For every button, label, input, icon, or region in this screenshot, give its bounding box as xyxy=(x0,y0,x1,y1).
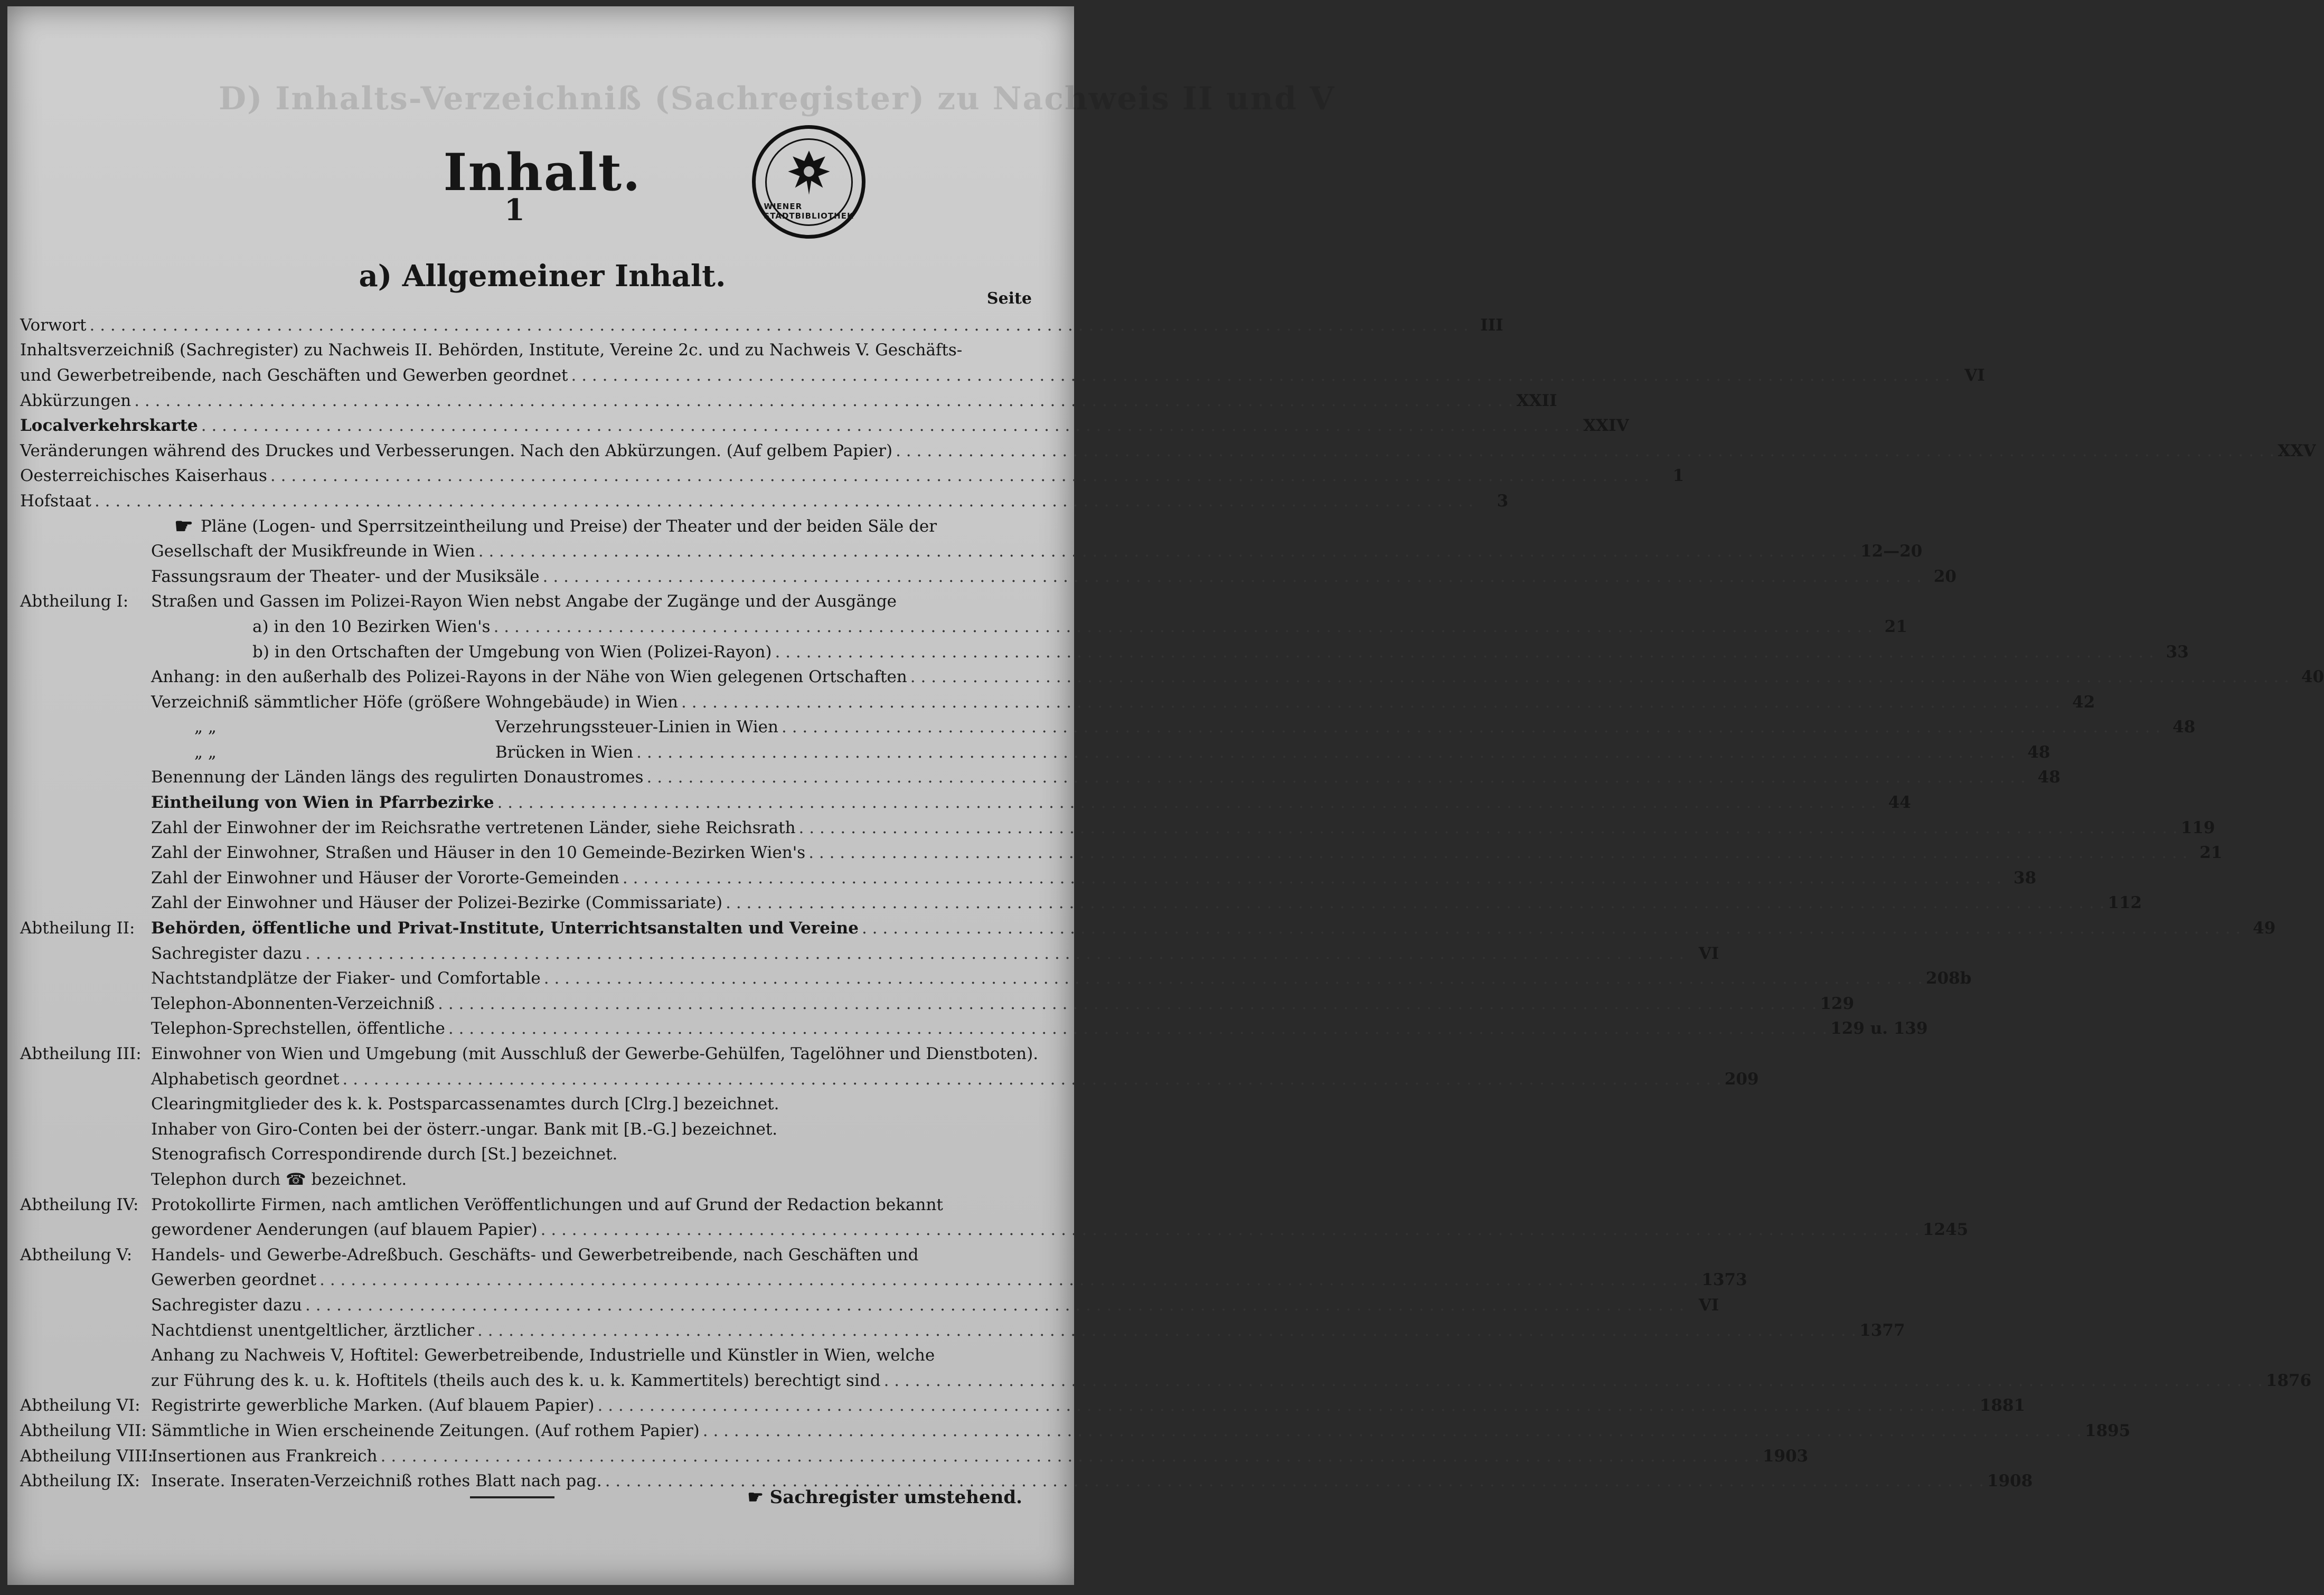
toc-row-page: 1373 xyxy=(1701,1270,1747,1290)
toc-row-text: Inserate. Inseraten-Verzeichniß rothes Blatt nach pag. xyxy=(151,1471,602,1491)
toc-row-page: 48 xyxy=(2172,718,2196,737)
toc-row xyxy=(20,1343,1034,1368)
toc-row xyxy=(20,991,1855,1016)
toc-row-text: Zahl der Einwohner, Straßen und Häuser in den 10 Gemeinde-Bezirken Wien's xyxy=(151,843,806,863)
toc-row-page: 3 xyxy=(1497,491,1509,511)
toc-row-page: 33 xyxy=(2166,642,2189,662)
toc-row xyxy=(20,1368,2312,1393)
dot-leader xyxy=(90,316,1469,335)
toc-row xyxy=(20,1016,1928,1042)
page-title: Inhalt. xyxy=(443,143,642,202)
dot-leader xyxy=(623,869,2001,888)
toc-row-page: 129 xyxy=(1820,994,1855,1013)
toc-row-page: 21 xyxy=(1884,617,1907,636)
toc-row xyxy=(20,715,2196,740)
toc-row-label: Abtheilung V: xyxy=(20,1245,133,1264)
toc-row-text: Telephon-Sprechstellen, öffentliche xyxy=(151,1019,445,1039)
toc-row xyxy=(20,413,1629,438)
toc-row-text: Insertionen aus Frankreich xyxy=(151,1446,378,1466)
toc-row xyxy=(20,941,1719,966)
toc-row-text: Nachtstandplätze der Fiaker- und Comfortable xyxy=(151,969,541,988)
toc-row-text: Telephon-Abonnenten-Verzeichniß xyxy=(151,994,435,1013)
toc-row xyxy=(20,865,2037,891)
dot-leader xyxy=(910,667,2289,686)
toc-row-text: Zahl der Einwohner und Häuser der Vororte-Gemeinden xyxy=(151,868,619,888)
toc-row-label: Abtheilung IV: xyxy=(20,1195,139,1214)
toc-row-text: Sachregister dazu xyxy=(151,1295,302,1315)
toc-row-page: 44 xyxy=(1888,793,1911,813)
pencil-mark: 1 xyxy=(504,193,525,228)
footer-note: ☛ Sachregister umstehend. xyxy=(747,1487,1022,1508)
toc-row-text: b) in den Ortschaften der Umgebung von Wien (Polizei-Rayon) xyxy=(252,642,772,662)
toc-row-label: Abtheilung IX: xyxy=(20,1471,140,1491)
toc-row-label: „ „ xyxy=(194,718,217,737)
toc-row xyxy=(20,388,1557,413)
dot-leader xyxy=(598,1396,1977,1415)
dot-leader xyxy=(134,391,1513,410)
toc-row-page: 38 xyxy=(2013,868,2037,888)
toc-row-text: Veränderungen während des Druckes und Verbesserungen. Nach den Abkürzungen. (Auf gelbem Papier) xyxy=(20,441,893,460)
dot-leader xyxy=(775,643,2154,662)
toc-row-page: 119 xyxy=(2180,818,2215,837)
toc-row-page: 1903 xyxy=(1762,1446,1809,1466)
toc-row-text: a) in den 10 Bezirken Wien's xyxy=(252,617,491,636)
toc-row xyxy=(20,765,2060,790)
toc-row-page: 48 xyxy=(2027,742,2050,762)
toc-row-page: 1895 xyxy=(2085,1421,2131,1440)
toc-row xyxy=(20,1067,1759,1092)
toc-row-page: VI xyxy=(1698,1295,1719,1315)
dot-leader xyxy=(782,718,2160,737)
dot-leader xyxy=(494,617,1873,636)
dot-leader xyxy=(270,466,1649,485)
toc-row-text: Benennung der Länden längs des regulirten Donaustromes xyxy=(151,768,644,787)
table-of-contents xyxy=(20,313,2324,1494)
toc-row xyxy=(20,1041,1039,1067)
dot-leader xyxy=(438,994,1817,1013)
toc-row-text: Gewerben geordnet xyxy=(151,1270,317,1290)
toc-row-text: zur Führung des k. u. k. Hoftitels (theils auch des k. u. k. Kammertitels) berechtigt sind xyxy=(151,1371,881,1390)
toc-row xyxy=(20,1292,1719,1318)
dot-leader xyxy=(95,492,1473,511)
toc-row-text: Brücken in Wien xyxy=(495,742,634,762)
toc-row xyxy=(20,790,1911,815)
toc-row-page: VI xyxy=(1964,365,1985,385)
toc-row-page: 48 xyxy=(2037,768,2060,787)
toc-row-page: 1881 xyxy=(1979,1396,2026,1415)
toc-row xyxy=(20,1443,1809,1469)
toc-row xyxy=(20,639,2189,665)
toc-row-label: Abtheilung VI: xyxy=(20,1396,140,1415)
dot-leader xyxy=(305,944,1684,963)
dot-leader xyxy=(862,919,2241,938)
dot-leader xyxy=(543,567,1922,586)
toc-row-label: Abtheilung I: xyxy=(20,592,129,611)
toc-row xyxy=(20,1192,1034,1218)
toc-row-page: XXV xyxy=(2278,441,2316,460)
toc-row-page: 1876 xyxy=(2265,1371,2312,1390)
toc-row xyxy=(20,916,2276,941)
toc-row xyxy=(20,1268,1747,1293)
dot-leader xyxy=(808,843,2187,862)
toc-row-text: Oesterreichisches Kaiserhaus xyxy=(20,466,267,486)
page-column-header: Seite xyxy=(986,289,1032,308)
toc-row-text: Zahl der Einwohner der im Reichsrathe vertretenen Länder, siehe Reichsrath xyxy=(151,818,796,837)
toc-row-page: 40 xyxy=(2301,667,2324,687)
toc-row-label: Abtheilung II: xyxy=(20,919,135,938)
toc-row-page: 21 xyxy=(2199,843,2223,863)
toc-row-text: Eintheilung von Wien in Pfarrbezirke xyxy=(151,793,494,813)
toc-row xyxy=(20,514,1034,539)
toc-row-text: Vorwort xyxy=(20,315,87,335)
toc-row-label: Abtheilung VII: xyxy=(20,1421,147,1440)
toc-row-text: Verzeichniß sämmtlicher Höfe (größere Wohngebäude) in Wien xyxy=(151,692,678,712)
toc-row-text: Behörden, öffentliche und Privat-Institute, Unterrichtsanstalten und Vereine xyxy=(151,919,859,938)
toc-row xyxy=(20,664,2324,690)
toc-row-text: gewordener Aenderungen (auf blauem Papier) xyxy=(151,1220,538,1240)
toc-row-text: Inhaltsverzeichniß (Sachregister) zu Nachweis II. Behörden, Institute, Vereine 2c. und zu Nachweis V. Geschäfts- xyxy=(20,341,963,360)
dot-leader xyxy=(571,366,1950,385)
toc-row xyxy=(20,1142,1034,1167)
toc-row-page: 1245 xyxy=(1922,1220,1969,1240)
toc-row xyxy=(20,1217,1969,1242)
toc-row-page: 12—20 xyxy=(1860,542,1923,561)
toc-row-page: XXII xyxy=(1516,391,1557,410)
stamp-text: WIENER STADTBIBLIOTHEK xyxy=(764,201,854,221)
section-subtitle: a) Allgemeiner Inhalt. xyxy=(359,259,726,294)
toc-row xyxy=(20,539,1923,564)
dot-leader xyxy=(497,793,1876,812)
dot-leader xyxy=(477,1321,1856,1340)
toc-row xyxy=(20,1318,1905,1343)
toc-row-text: Localverkehrskarte xyxy=(20,416,198,436)
toc-row-text: Einwohner von Wien und Umgebung (mit Ausschluß der Gewerbe-Gehülfen, Tagelöhner und Dienstboten). xyxy=(151,1044,1039,1064)
toc-row-page: 209 xyxy=(1724,1069,1759,1089)
toc-row-text: Hofstaat xyxy=(20,491,91,511)
toc-row xyxy=(20,815,2215,841)
toc-row-text: Straßen und Gassen im Polizei-Rayon Wien nebst Angabe der Zugänge und der Ausgänge xyxy=(151,592,897,611)
toc-row xyxy=(20,488,1509,514)
toc-row-page: 112 xyxy=(2107,893,2142,913)
dot-leader xyxy=(636,743,2015,762)
toc-row-text: Telephon durch ☎ bezeichnet. xyxy=(151,1169,407,1189)
toc-row xyxy=(20,1418,2131,1443)
toc-row xyxy=(20,614,1907,639)
toc-row-page: 1 xyxy=(1672,466,1685,486)
toc-row-text: Stenografisch Correspondirende durch [St.] bezeichnet. xyxy=(151,1145,618,1164)
toc-row-text: und Gewerbetreibende, nach Geschäften und Gewerben geordnet xyxy=(20,365,568,385)
toc-row-text: Sachregister dazu xyxy=(151,943,302,963)
toc-row-text: Anhang: in den außerhalb des Polizei-Rayons in der Nähe von Wien gelegenen Ortschaften xyxy=(151,667,907,687)
dot-leader xyxy=(201,416,1580,435)
toc-row-text: Inhaber von Giro-Conten bei der österr.-ungar. Bank mit [B.-G.] bezeichnet. xyxy=(151,1119,778,1139)
toc-row xyxy=(20,690,2095,715)
divider xyxy=(470,1496,554,1498)
toc-row-page: 20 xyxy=(1933,567,1956,586)
toc-row-label: Abtheilung III: xyxy=(20,1044,142,1064)
toc-row-page: XXIV xyxy=(1583,416,1629,436)
toc-row xyxy=(20,1117,1034,1142)
toc-row-text: Verzehrungssteuer-Linien in Wien xyxy=(495,718,778,737)
toc-row xyxy=(20,891,2142,916)
dot-leader xyxy=(541,1220,1920,1239)
toc-row-page: 129 u. 139 xyxy=(1830,1019,1928,1039)
toc-row-text: Alphabetisch geordnet xyxy=(151,1069,340,1089)
toc-row-text: Anhang zu Nachweis V, Hoftitel: Gewerbetreibende, Industrielle und Künstler in Wien, welche xyxy=(151,1346,935,1365)
toc-row-text: Sämmtliche in Wien erscheinende Zeitungen. (Auf rothem Papier) xyxy=(151,1421,700,1440)
toc-row-label: „ „ xyxy=(194,742,217,762)
toc-row xyxy=(20,966,1972,991)
toc-row xyxy=(20,464,1685,489)
toc-row-label: Abtheilung VIII: xyxy=(20,1446,154,1466)
toc-row-text: Pläne (Logen- und Sperrsitzeintheilung und Preise) der Theater und der beiden Säle der xyxy=(201,516,937,536)
toc-row-text: Registrirte gewerbliche Marken. (Auf blauem Papier) xyxy=(151,1396,595,1415)
toc-row-page: 1908 xyxy=(1987,1471,2033,1491)
toc-row-text: Abkürzungen xyxy=(20,391,131,410)
toc-row xyxy=(20,1167,1034,1192)
toc-row-text: Clearingmitglieder des k. k. Postsparcassenamtes durch [Clrg.] bezeichnet. xyxy=(151,1094,779,1114)
toc-row xyxy=(20,740,2050,765)
dot-leader xyxy=(647,768,2026,787)
toc-row-text: Gesellschaft der Musikfreunde in Wien xyxy=(151,542,475,561)
toc-row-page: 1377 xyxy=(1859,1320,1905,1340)
toc-row-label: ☛ xyxy=(174,514,193,539)
toc-row-text: Fassungsraum der Theater- und der Musiksäle xyxy=(151,567,540,586)
toc-row-page: 208b xyxy=(1926,969,1972,988)
dot-leader xyxy=(726,893,2104,912)
dot-leader xyxy=(681,693,2060,712)
bleed-through-text: D) Inhalts-Verzeichniß (Sachregister) zu Nachweis II und V xyxy=(219,80,1335,117)
toc-row-page: 49 xyxy=(2253,919,2276,938)
toc-row-text: Nachtdienst unentgeltlicher, ärztlicher xyxy=(151,1320,474,1340)
toc-row-page: VI xyxy=(1698,943,1719,963)
toc-row xyxy=(20,840,2223,865)
toc-row xyxy=(20,564,1956,589)
toc-row xyxy=(20,589,1034,615)
toc-row-page: III xyxy=(1480,315,1503,335)
toc-row-page: 42 xyxy=(2072,692,2095,712)
dot-leader xyxy=(343,1070,1721,1089)
toc-row xyxy=(20,1393,2026,1419)
dot-leader xyxy=(896,441,2274,460)
dot-leader xyxy=(381,1447,1760,1466)
toc-row-text: Protokollirte Firmen, nach amtlichen Veröffentlichungen und auf Grund der Redaction bekannt xyxy=(151,1195,943,1214)
dot-leader xyxy=(799,818,2178,837)
toc-row xyxy=(20,438,2316,464)
dot-leader xyxy=(544,969,1923,988)
toc-row xyxy=(20,363,1985,388)
dot-leader xyxy=(319,1270,1698,1289)
toc-row xyxy=(20,1242,1034,1268)
toc-row xyxy=(20,1091,1034,1117)
toc-row xyxy=(20,313,1503,338)
dot-leader xyxy=(478,542,1857,561)
toc-row-text: Handels- und Gewerbe-Adreßbuch. Geschäfts- und Gewerbetreibende, nach Geschäften und xyxy=(151,1245,919,1264)
dot-leader xyxy=(448,1019,1827,1038)
dot-leader xyxy=(305,1296,1684,1315)
toc-row xyxy=(20,338,1034,363)
dot-leader xyxy=(884,1371,2263,1390)
dot-leader xyxy=(703,1421,2082,1440)
toc-row-text: Zahl der Einwohner und Häuser der Polizei-Bezirke (Commissariate) xyxy=(151,893,723,913)
